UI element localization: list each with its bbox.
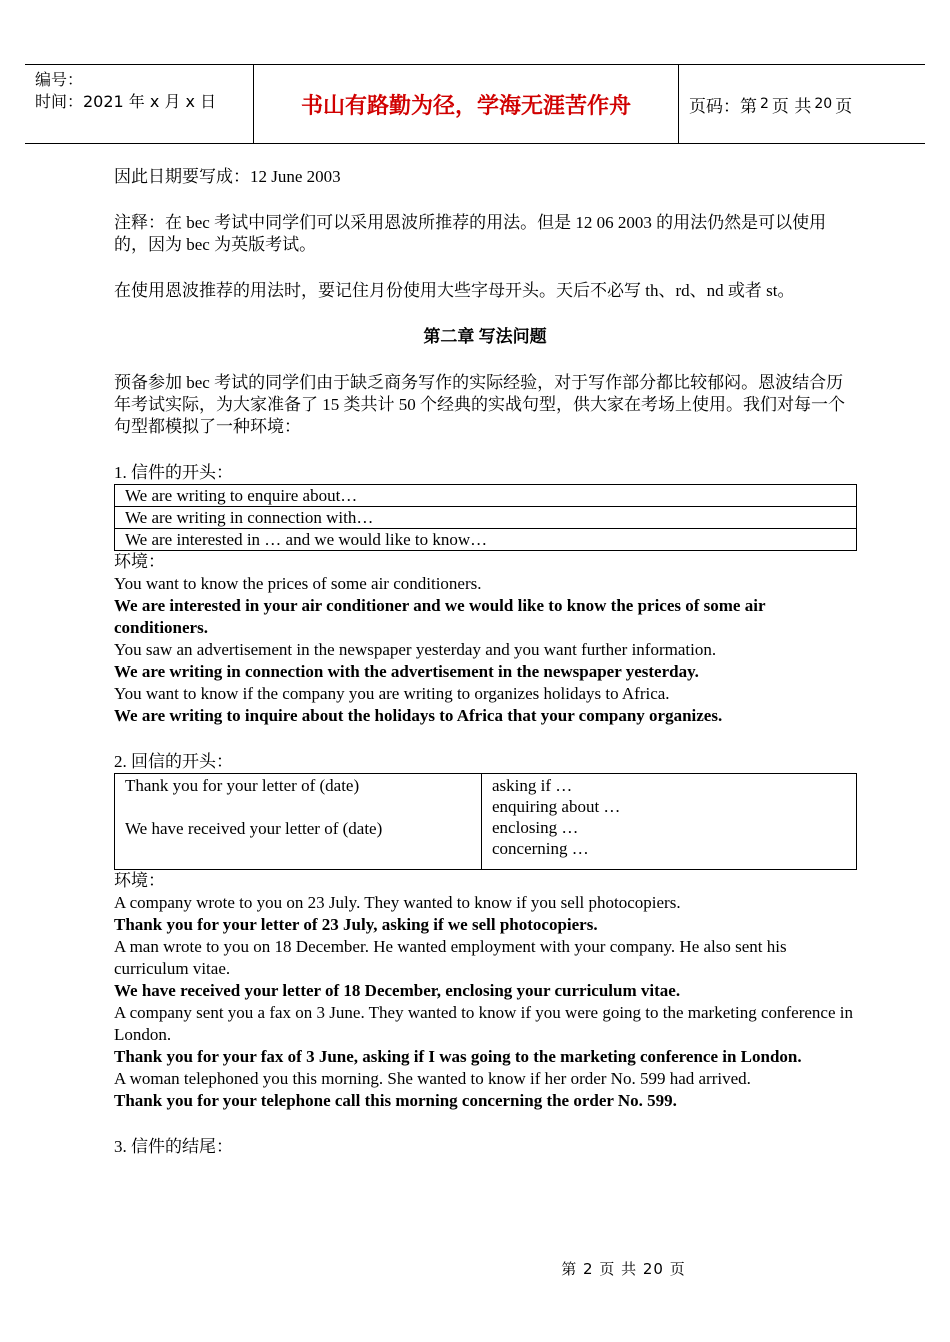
example-line: A woman telephoned you this morning. She wanted to know if her order No. 599 had arrived. — [114, 1069, 751, 1088]
page-footer: 第 2 页 共 20 页 — [561, 1260, 686, 1278]
example-line: A company wrote to you on 23 July. They wanted to know if you sell photocopiers. — [114, 893, 681, 912]
table-row — [115, 507, 857, 529]
example-answer: Thank you for your fax of 3 June, asking if I was going to the marketing conference in London. — [114, 1047, 802, 1066]
phrase-item: We have received your letter of (date) — [125, 819, 383, 838]
table-row — [115, 774, 857, 870]
example-answer: We are writing to inquire about the holidays to Africa that your company organizes. — [114, 706, 723, 725]
example-line: You want to know the prices of some air conditioners. — [114, 574, 482, 593]
header-number-label: 编号： — [35, 70, 84, 89]
paragraph-date-format: 因此日期要写成：12 June 2003 — [114, 167, 341, 186]
example-line: A man wrote to you on 18 December. He wanted employment with your company. He also sent his curriculum vitae. — [114, 937, 787, 978]
page-prefix: 页码：第 — [689, 96, 757, 117]
section-3-heading: 3. 信件的结尾： — [114, 1137, 233, 1156]
example-answer: We are writing in connection with the advertisement in the newspaper yesterday. — [114, 662, 699, 681]
section-2-env-label: 环境： — [114, 871, 165, 890]
page-mid: 页 共 — [771, 96, 812, 117]
header-page-info — [679, 65, 925, 143]
section-1-phrase-table — [114, 484, 857, 551]
phrase-item: concerning … — [492, 839, 589, 858]
table-cell-right — [482, 774, 857, 870]
example-answer: We are interested in your air conditioner and we would like to know the prices of some air conditioners. — [114, 596, 766, 637]
example-line: You saw an advertisement in the newspaper yesterday and you want further information. — [114, 640, 717, 659]
phrase-item: Thank you for your letter of (date) — [125, 776, 360, 795]
header-time-label: 时间：2021 年 x 月 x 日 — [35, 92, 217, 111]
header-motto: 书山有路勤为径，学海无涯苦作舟 — [254, 65, 679, 143]
page-suffix: 页 — [835, 96, 853, 117]
paragraph-note: 注释：在 bec 考试中同学们可以采用恩波所推荐的用法。但是 12 06 2003 的用法仍然是可以使用的，因为 bec 为英版考试。 — [114, 213, 827, 254]
section-2-phrase-table — [114, 773, 857, 870]
phrase-item: enquiring about … — [492, 797, 621, 816]
page-total: 20 — [814, 96, 833, 112]
page-current: 2 — [760, 96, 769, 112]
paragraph-intro: 预备参加 bec 考试的同学们由于缺乏商务写作的实际经验，对于写作部分都比较郁闷。恩波结合历年考试实际，为大家准备了 15 类共计 50 个经典的实战句型，供大家在考场上使用。我们对每一个句型都模拟了一种环境： — [114, 373, 845, 436]
table-cell: We are writing in connection with… — [115, 507, 857, 529]
example-line: You want to know if the company you are writing to organizes holidays to Africa. — [114, 684, 670, 703]
paragraph-usage: 在使用恩波推荐的用法时，要记住月份使用大些字母开头。天后不必写 th、rd、nd 或者 st。 — [114, 281, 795, 300]
example-answer: Thank you for your telephone call this morning concerning the order No. 599. — [114, 1091, 677, 1110]
table-row — [115, 529, 857, 551]
table-cell-left — [115, 774, 482, 870]
table-cell: We are writing to enquire about… — [115, 485, 857, 507]
section-1-env-label: 环境： — [114, 552, 165, 571]
phrase-item: enclosing … — [492, 818, 579, 837]
table-cell: We are interested in … and we would like to know… — [115, 529, 857, 551]
phrase-item: asking if … — [492, 776, 573, 795]
section-2-heading: 2. 回信的开头： — [114, 752, 233, 771]
table-row — [115, 485, 857, 507]
page-content — [114, 166, 856, 1158]
example-line: A company sent you a fax on 3 June. They wanted to know if you were going to the marketing conference in London. — [114, 1003, 853, 1044]
page-header — [25, 64, 925, 144]
example-answer: We have received your letter of 18 December, enclosing your curriculum vitae. — [114, 981, 681, 1000]
chapter-title: 第二章 写法问题 — [423, 327, 547, 346]
example-answer: Thank you for your letter of 23 July, asking if we sell photocopiers. — [114, 915, 598, 934]
header-meta — [25, 65, 254, 143]
section-1-heading: 1. 信件的开头： — [114, 463, 233, 482]
